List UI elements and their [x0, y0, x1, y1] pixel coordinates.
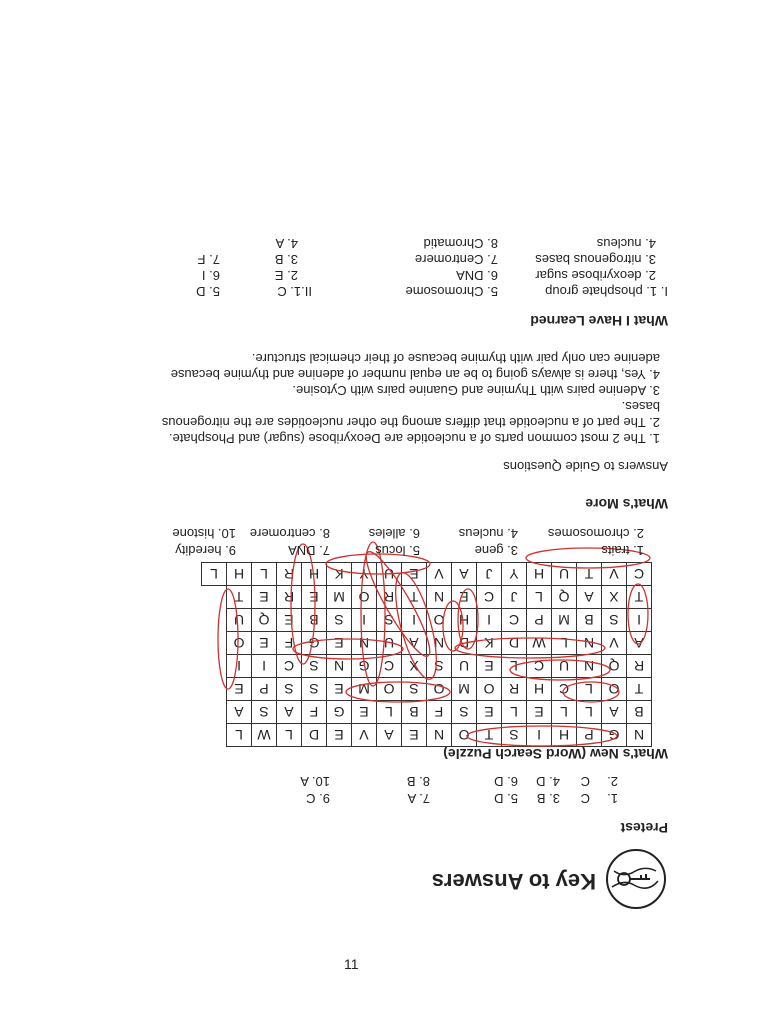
learned-item: I. 1. phosphate group	[545, 284, 668, 299]
grid-row	[202, 632, 652, 655]
grid-cell: T	[227, 586, 252, 609]
grid-cell: A	[377, 724, 402, 747]
grid-cell: G	[602, 724, 627, 747]
grid-cell: I	[252, 655, 277, 678]
grid-cell: E	[227, 678, 252, 701]
learned-item: 3. B	[274, 252, 298, 267]
grid-cell: C	[527, 655, 552, 678]
grid-cell: A	[227, 701, 252, 724]
grid-cell: C	[277, 655, 302, 678]
grid-cell: A	[577, 586, 602, 609]
pretest-row1-a: C	[580, 791, 590, 806]
grid-cell: L	[552, 701, 577, 724]
pretest-row2-d: 8. B	[406, 774, 430, 789]
grid-cell: C	[627, 563, 652, 586]
grid-cell: N	[627, 724, 652, 747]
grid-cell: L	[577, 678, 602, 701]
grid-cell: H	[452, 609, 477, 632]
grid-cell: V	[352, 724, 377, 747]
grid-cell: M	[452, 678, 477, 701]
grid-cell: K	[477, 632, 502, 655]
pretest-heading: Pretest	[620, 820, 668, 836]
grid-cell: A	[452, 563, 477, 586]
grid-cell: V	[602, 632, 627, 655]
grid-cell: E	[452, 586, 477, 609]
grid-cell: A	[277, 701, 302, 724]
grid-cell: H	[227, 563, 252, 586]
grid-cell: U	[552, 563, 577, 586]
guide-answer-3: 3. Adenine pairs with Thymine and Guanine pairs with Cytosine.	[292, 383, 660, 398]
grid-cell: E	[352, 701, 377, 724]
grid-cell: M	[327, 586, 352, 609]
word-search-grid	[201, 562, 652, 747]
grid-cell: P	[577, 724, 602, 747]
guide-answer-4-cont: adenine can only pair with thymine because of their chemical structure.	[251, 351, 660, 366]
grid-cell: S	[502, 724, 527, 747]
grid-cell: D	[452, 632, 477, 655]
grid-cell: X	[602, 586, 627, 609]
grid-cell: N	[427, 586, 452, 609]
grid-cell: M	[552, 609, 577, 632]
grid-cell: A	[402, 632, 427, 655]
learned-item: 2. E	[274, 268, 298, 283]
grid-cell: E	[327, 632, 352, 655]
guide-answer-2: 2. The part of a nucleotide that differs among the other nucleotides are the nitrogenous	[161, 415, 660, 430]
grid-cell: J	[502, 586, 527, 609]
grid-cell: E	[327, 724, 352, 747]
grid-cell: O	[352, 586, 377, 609]
grid-cell: T	[477, 724, 502, 747]
grid-cell: V	[427, 563, 452, 586]
grid-cell: R	[502, 678, 527, 701]
grid-cell: T	[402, 586, 427, 609]
grid-cell: C	[502, 609, 527, 632]
grid-cell: I	[527, 724, 552, 747]
grid-cell: L	[202, 563, 227, 586]
grid-cell: I	[352, 609, 377, 632]
learned-item: 6. DNA	[456, 268, 498, 283]
grid-cell: M	[352, 678, 377, 701]
grid-cell: S	[302, 655, 327, 678]
whats-new-heading: What's New (Word Search Puzzle)	[443, 746, 668, 762]
grid-cell: S	[302, 678, 327, 701]
grid-cell: W	[527, 632, 552, 655]
grid-cell: A	[602, 701, 627, 724]
grid-cell: E	[477, 701, 502, 724]
grid-cell: H	[552, 724, 577, 747]
pretest-row1-d: 7. A	[407, 791, 430, 806]
grid-cell: P	[527, 609, 552, 632]
learned-item: 5. Chromosome	[405, 284, 498, 299]
grid-cell: S	[277, 678, 302, 701]
grid-cell: R	[627, 655, 652, 678]
grid-cell: L	[252, 563, 277, 586]
grid-cell: E	[277, 609, 302, 632]
ans-2: 2. chromosomes	[547, 526, 644, 541]
grid-cell: O	[602, 678, 627, 701]
learned-item: 4. A	[275, 236, 298, 251]
grid-cell: B	[402, 701, 427, 724]
grid-cell: I	[227, 655, 252, 678]
learned-item: II.1. C	[277, 284, 312, 299]
grid-cell: H	[527, 563, 552, 586]
grid-cell: Y	[352, 563, 377, 586]
grid-cell: O	[477, 678, 502, 701]
grid-cell: E	[477, 655, 502, 678]
grid-cell: L	[502, 655, 527, 678]
ans-6: 6. alleles	[368, 526, 420, 541]
grid-cell: S	[327, 609, 352, 632]
grid-cell: F	[302, 701, 327, 724]
page-number: 11	[344, 956, 359, 972]
grid-cell: Q	[552, 586, 577, 609]
grid-cell: C	[377, 655, 402, 678]
ans-5: 5. locus	[375, 543, 420, 558]
whats-more-heading: What's More	[585, 496, 668, 512]
grid-cell: L	[552, 632, 577, 655]
grid-cell: O	[427, 609, 452, 632]
grid-cell: H	[527, 678, 552, 701]
grid-row	[202, 724, 652, 747]
guide-answer-2-cont: bases.	[621, 399, 660, 414]
learned-col2	[406, 235, 498, 299]
grid-cell: D	[502, 632, 527, 655]
pretest-row2-n: 2.	[607, 774, 618, 789]
grid-cell: N	[577, 632, 602, 655]
learned-item: 7. F	[197, 252, 220, 267]
grid-cell: S	[427, 655, 452, 678]
grid-cell: K	[327, 563, 352, 586]
grid-cell: I	[402, 609, 427, 632]
grid-cell: B	[302, 609, 327, 632]
grid-cell: D	[302, 724, 327, 747]
page-title: Key to Answers	[431, 869, 596, 894]
guide-answer-1: 1. The 2 most common parts of a nucleotide are Deoxyribose (sugar) and Phosphate.	[168, 431, 660, 446]
grid-cell: N	[352, 632, 377, 655]
learned-item: 8. Chromatid	[423, 236, 498, 251]
grid-cell: U	[227, 609, 252, 632]
grid-cell: Y	[502, 563, 527, 586]
grid-cell: J	[477, 563, 502, 586]
grid-cell: T	[577, 563, 602, 586]
grid-cell: A	[627, 632, 652, 655]
pretest-row2-b: 4. D	[536, 774, 560, 789]
grid-cell: E	[252, 586, 277, 609]
grid-cell: G	[352, 655, 377, 678]
grid-cell: G	[302, 632, 327, 655]
grid-cell: Q	[602, 655, 627, 678]
grid-cell: L	[577, 701, 602, 724]
grid-cell: E	[327, 678, 352, 701]
pretest-row1-b: 3. B	[536, 791, 560, 806]
ans-7: 7. DNA	[288, 543, 330, 558]
grid-cell: E	[302, 586, 327, 609]
grid-cell: I	[477, 609, 502, 632]
ans-3: 3. gene	[474, 543, 518, 558]
ans-10: 10. histone	[172, 526, 236, 541]
ans-1: 1. traits	[601, 543, 644, 558]
learned-heading: What I Have Learned	[530, 313, 668, 329]
grid-cell: U	[452, 655, 477, 678]
grid-cell: R	[277, 563, 302, 586]
pretest-row1-n: 1.	[607, 791, 618, 806]
learned-col4	[196, 251, 220, 299]
grid-cell: F	[427, 701, 452, 724]
grid-cell: C	[477, 586, 502, 609]
grid-cell: N	[427, 724, 452, 747]
grid-cell: U	[377, 632, 402, 655]
ans-8: 8. centromere	[249, 526, 330, 541]
learned-item: 7. Centromere	[414, 252, 498, 267]
key-icon	[604, 847, 668, 911]
grid-cell: X	[402, 655, 427, 678]
grid-cell: O	[427, 678, 452, 701]
grid-cell: T	[627, 678, 652, 701]
grid-row	[202, 563, 652, 586]
grid-cell: S	[252, 701, 277, 724]
grid-cell: S	[377, 609, 402, 632]
grid-row	[202, 586, 652, 609]
grid-cell: E	[252, 632, 277, 655]
grid-cell: S	[452, 701, 477, 724]
grid-cell: N	[327, 655, 352, 678]
grid-cell: B	[577, 609, 602, 632]
grid-cell: I	[627, 609, 652, 632]
grid-cell: W	[252, 724, 277, 747]
grid-cell: C	[552, 678, 577, 701]
grid-cell: L	[377, 701, 402, 724]
grid-cell: O	[377, 678, 402, 701]
grid-cell: E	[402, 724, 427, 747]
learned-item: 6. I	[201, 268, 220, 283]
learned-col1	[535, 235, 668, 299]
grid-cell: N	[577, 655, 602, 678]
pretest-row2-a: C	[580, 774, 590, 789]
grid-cell: U	[377, 563, 402, 586]
grid-cell: O	[227, 632, 252, 655]
grid-row	[202, 678, 652, 701]
grid-cell: L	[277, 724, 302, 747]
pretest-row2-c: 6. D	[494, 774, 518, 789]
grid-cell: B	[627, 701, 652, 724]
guide-answer-4: 4. Yes, there is always going to be an equal number of adenine and thymine because	[170, 367, 660, 382]
grid-cell: U	[552, 655, 577, 678]
grid-cell: E	[402, 563, 427, 586]
pretest-row2-e: 10. A	[300, 774, 330, 789]
ans-9: 9. heredity	[175, 543, 236, 558]
guide-questions-subheading: Answers to Guide Questions	[503, 459, 668, 474]
grid-cell: H	[302, 563, 327, 586]
ans-4: 4. nucleus	[458, 526, 518, 541]
grid-cell: Q	[252, 609, 277, 632]
pretest-row1-c: 5. D	[494, 791, 518, 806]
grid-cell: L	[527, 586, 552, 609]
grid-cell: G	[327, 701, 352, 724]
grid-cell: L	[227, 724, 252, 747]
pretest-row1-e: 9. C	[306, 791, 330, 806]
learned-item: 2. deoxyribose sugar	[535, 268, 656, 283]
grid-cell: R	[277, 586, 302, 609]
learned-item: 5. D	[196, 284, 220, 299]
grid-cell: P	[252, 678, 277, 701]
grid-cell: T	[627, 586, 652, 609]
grid-cell: R	[377, 586, 402, 609]
grid-cell: S	[602, 609, 627, 632]
grid-cell: S	[402, 678, 427, 701]
learned-item: 4. nucleus	[596, 236, 656, 251]
grid-cell: V	[602, 563, 627, 586]
grid-row	[202, 609, 652, 632]
grid-cell: N	[427, 632, 452, 655]
grid-row	[202, 701, 652, 724]
learned-col3	[275, 235, 312, 299]
grid-row	[202, 655, 652, 678]
grid-cell: L	[502, 701, 527, 724]
grid-cell: E	[527, 701, 552, 724]
grid-cell: O	[452, 724, 477, 747]
learned-item: 3. nitrogenous bases	[535, 252, 656, 267]
grid-cell: F	[277, 632, 302, 655]
